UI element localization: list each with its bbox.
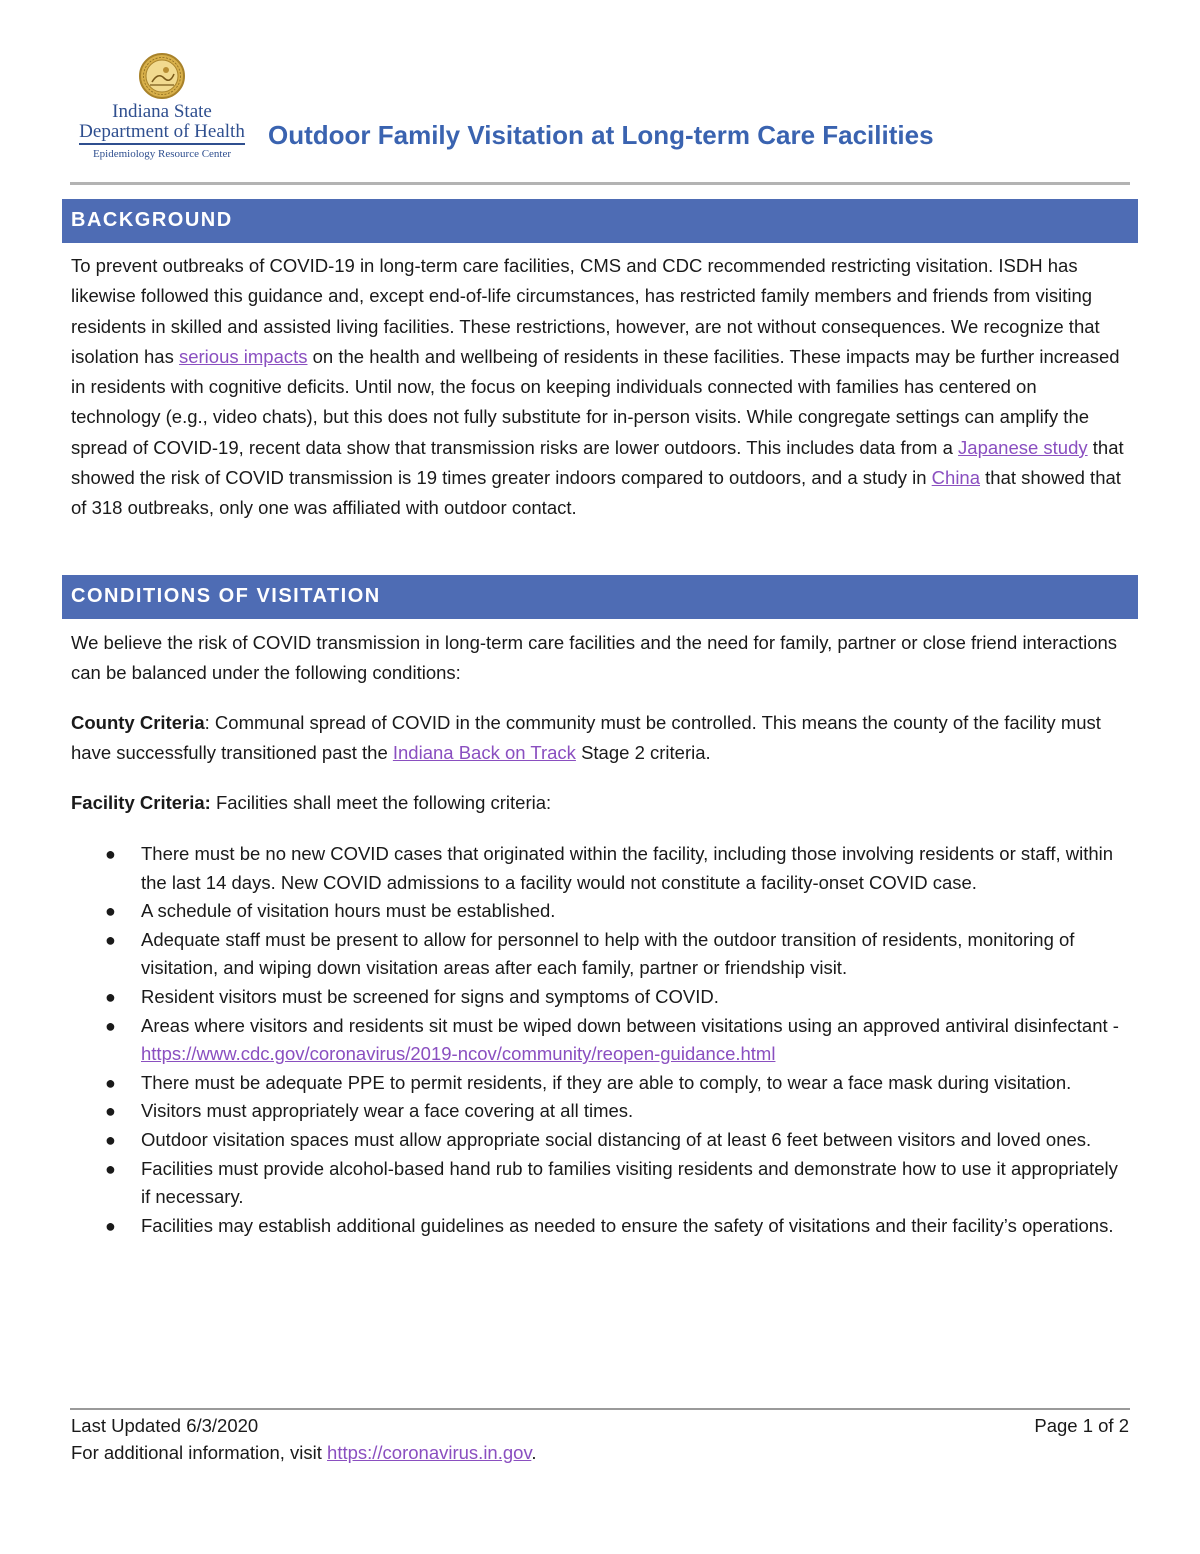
list-item-text: A schedule of visitation hours must be established.: [141, 900, 556, 922]
list-item: [100, 1155, 1130, 1212]
footer-info: [71, 1442, 536, 1464]
background-text: that showed the risk of COVID transmission is 19 times greater indoors compared to outdoors, and a study in: [71, 436, 1124, 489]
list-item: [100, 1097, 1130, 1126]
list-item-text: There must be adequate PPE to permit residents, if they are able to comply, to wear a face mask during visitation.: [141, 1071, 1072, 1093]
indiana-back-on-track-link[interactable]: Indiana Back on Track: [392, 742, 576, 764]
bullet-icon: ●: [105, 1158, 116, 1179]
cdc-reopen-guidance-link[interactable]: https://www.cdc.gov/coronavirus/2019-ncov/community/reopen-guidance.html: [141, 1043, 776, 1065]
facility-criteria-list: [100, 840, 1130, 1240]
list-item: [100, 1012, 1130, 1069]
list-item-text: Areas where visitors and residents sit must be wiped down between visitations using an approved antiviral disinfectant -: [141, 1014, 1119, 1036]
last-updated: Last Updated 6/3/2020: [71, 1415, 259, 1436]
list-item-text: Facilities may establish additional guidelines as needed to ensure the safety of visitations and their facility’s operations.: [141, 1214, 1114, 1236]
footer-info-end: .: [531, 1442, 537, 1463]
list-item-text: There must be no new COVID cases that originated within the facility, including those involving residents or staff, within the last 14 days. New COVID admissions to a facility would not constitute a facility-onset COVID case.: [141, 843, 1114, 893]
list-item-text: Resident visitors must be screened for signs and symptoms of COVID.: [141, 985, 719, 1007]
list-item: [100, 897, 1130, 926]
county-criteria-text: Stage 2 criteria.: [575, 742, 711, 764]
list-item: [100, 1212, 1130, 1241]
section-heading: CONDITIONS OF VISITATION: [71, 585, 381, 607]
coronavirus-in-gov-link[interactable]: https://coronavirus.in.gov: [327, 1442, 532, 1463]
list-item-text: Adequate staff must be present to allow for personnel to help with the outdoor transition of residents, monitoring of visitation, and wiping down visitation areas after each family, partner or friendship visit.: [141, 928, 1075, 979]
list-item: [100, 983, 1130, 1012]
background-text: on the health and wellbeing of residents in these facilities. These impacts may be further increased in residents with cognitive deficits. Until now, the focus on keeping individuals connected with families has centered on technology (e.g., video chats), but this does not fully substitute for in-person visits. While congregate settings can amplify the spread of COVID-19, recent data show that transmission risks are lower outdoors. This includes data from a: [71, 345, 1120, 458]
page-number: Page 1 of 2: [1034, 1415, 1129, 1436]
county-criteria-paragraph: [71, 708, 1131, 769]
serious-impacts-link[interactable]: serious impacts: [178, 345, 308, 367]
bullet-icon: ●: [105, 1015, 116, 1036]
logo-text-line2: Department of Health: [79, 122, 245, 145]
bullet-icon: ●: [105, 1215, 116, 1236]
facility-criteria-text: Facilities shall meet the following criteria:: [210, 792, 552, 813]
list-item: [100, 840, 1130, 897]
list-item-text: Visitors must appropriately wear a face covering at all times.: [141, 1100, 634, 1122]
section-header-conditions: [62, 575, 1138, 619]
list-item-text: Outdoor visitation spaces must allow appropriate social distancing of at least 6 feet between visitors and loved ones.: [141, 1128, 1092, 1150]
bullet-icon: ●: [105, 844, 116, 864]
logo-text-line1: Indiana State: [112, 101, 212, 122]
bullet-icon: ●: [105, 1129, 116, 1150]
background-text: To prevent outbreaks of COVID-19 in long-term care facilities, CMS and CDC recommended restricting visitation. ISDH has likewise followed this guidance and, except end-of-life circumstances, has restricted family members and friends from visiting residents in skilled and assisted living facilities. These restrictions, however, are not without consequences. We recognize that isolation has: [71, 255, 1100, 367]
county-criteria-label: County Criteria: [71, 712, 205, 733]
bullet-icon: ●: [105, 986, 116, 1007]
japanese-study-link[interactable]: Japanese study: [958, 436, 1088, 458]
bullet-icon: ●: [105, 901, 116, 922]
list-item: [100, 1126, 1130, 1155]
footer-divider: [70, 1408, 1130, 1410]
bullet-icon: ●: [105, 929, 116, 950]
footer-info-text: For additional information, visit: [71, 1442, 328, 1463]
bullet-icon: ●: [105, 1101, 116, 1122]
section-heading: BACKGROUND: [71, 209, 233, 231]
china-study-link[interactable]: China: [931, 467, 981, 489]
list-item: [100, 926, 1130, 983]
logo-text-line3: Epidemiology Resource Center: [92, 148, 232, 160]
background-text: that showed that of 318 outbreaks, only one was affiliated with outdoor contact.: [71, 467, 1121, 519]
facility-criteria-paragraph: [71, 788, 1131, 818]
background-paragraph: [71, 251, 1131, 524]
list-item: [100, 1069, 1130, 1098]
conditions-intro: We believe the risk of COVID transmission in long-term care facilities and the need for family, partner or close friend interactions can be balanced under the following conditions:: [71, 632, 1118, 684]
list-item-text: Facilities must provide alcohol-based hand rub to families visiting residents and demonstrate how to use it appropriately if necessary.: [141, 1157, 1118, 1208]
header-divider: [70, 182, 1130, 185]
document-title: Outdoor Family Visitation at Long-term Care Facilities: [268, 120, 934, 150]
bullet-icon: ●: [105, 1072, 116, 1093]
isdh-logo: [72, 52, 252, 161]
county-criteria-text: : Communal spread of COVID in the community must be controlled. This means the county of the facility must have successfully transitioned past the: [71, 712, 1101, 764]
state-seal-icon: [138, 52, 186, 100]
section-header-background: [62, 199, 1138, 243]
facility-criteria-label: Facility Criteria:: [71, 792, 211, 813]
